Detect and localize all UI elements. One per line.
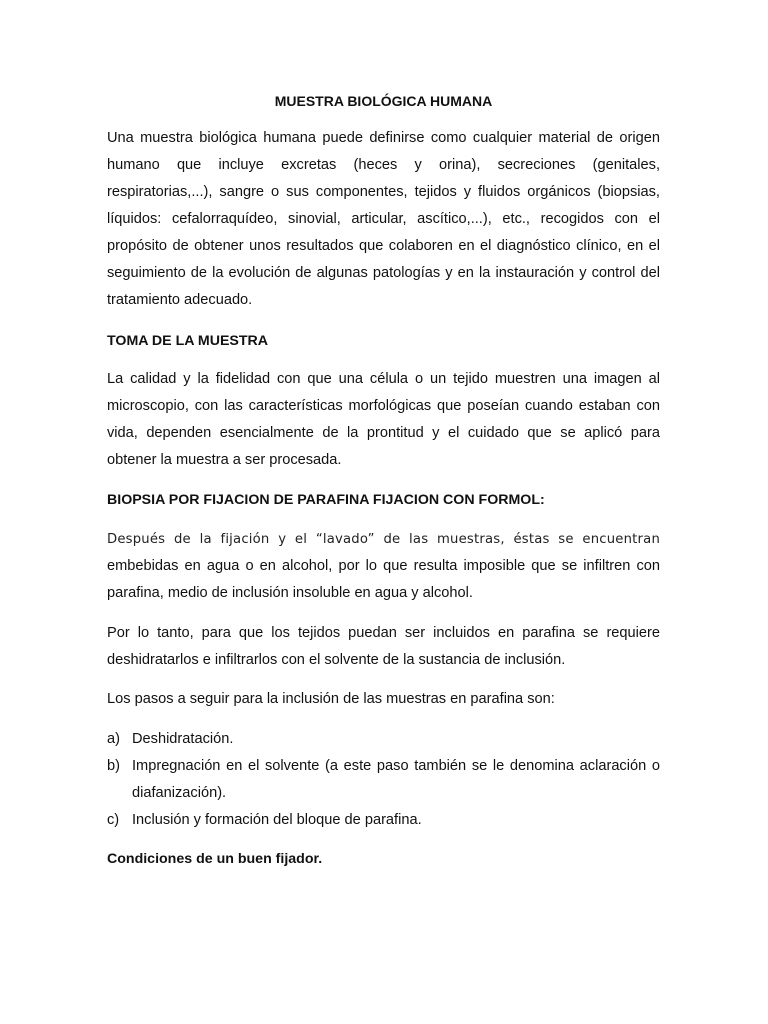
steps-intro-paragraph: Los pasos a seguir para la inclusión de las muestras en parafina son:: [107, 691, 555, 707]
biopsia-paragraph: [107, 526, 660, 607]
intro-paragraph: Una muestra biológica humana puede definirse como cualquier material de origen humano que incluye excretas (heces y orina), secreciones (genitales, respiratorias,...), sangre o sus componentes, tejidos y fluidos orgánicos (biopsias, líquidos: cefalorraquídeo, sinovial, articular, ascítico,...), etc., recogidos con el propósito de obtener unos resultados que colaboren en el diagnóstico clínico, en el seguimiento de la evolución de algunas patologías y en la instauración y control del tratamiento adecuado.: [107, 130, 660, 308]
toma-muestra-paragraph: La calidad y la fidelidad con que una célula o un tejido muestren una imagen al microscopio, con las características morfológicas que poseían cuando estaban con vida, dependen esencialmente de la prontitud y el cuidado que se aplicó para obtener la muestra a ser procesada.: [107, 371, 660, 468]
section-heading-biopsia: BIOPSIA POR FIJACION DE PARAFINA FIJACION CON FORMOL:: [107, 492, 545, 508]
list-item-text: Impregnación en el solvente (a este paso también se le denomina aclaración o diafanización).: [132, 758, 660, 801]
list-item: [107, 753, 660, 807]
list-item: [107, 726, 660, 753]
list-item-text: Inclusión y formación del bloque de parafina.: [132, 812, 422, 828]
list-marker: a): [107, 731, 120, 747]
parafina-requirement-paragraph: Por lo tanto, para que los tejidos puedan ser incluidos en parafina se requiere deshidratarlos e infiltrarlos con el solvente de la sustancia de inclusión.: [107, 625, 660, 668]
section-heading-toma-muestra: TOMA DE LA MUESTRA: [107, 333, 269, 349]
section-heading-condiciones: Condiciones de un buen fijador.: [107, 851, 323, 867]
list-marker: b): [107, 758, 120, 774]
list-marker: c): [107, 812, 120, 828]
document-title: MUESTRA BIOLÓGICA HUMANA: [274, 93, 493, 109]
biopsia-paragraph-rest: embebidas en agua o en alcohol, por lo que resulta imposible que se infiltren con parafina, medio de inclusión insoluble en agua y alcohol.: [107, 558, 660, 601]
steps-list: [107, 726, 660, 834]
list-item-text: Deshidratación.: [132, 731, 234, 747]
list-item: [107, 807, 660, 834]
biopsia-paragraph-first-line: Después de la fijación y el “lavado” de las muestras, éstas se encuentran: [107, 532, 660, 547]
